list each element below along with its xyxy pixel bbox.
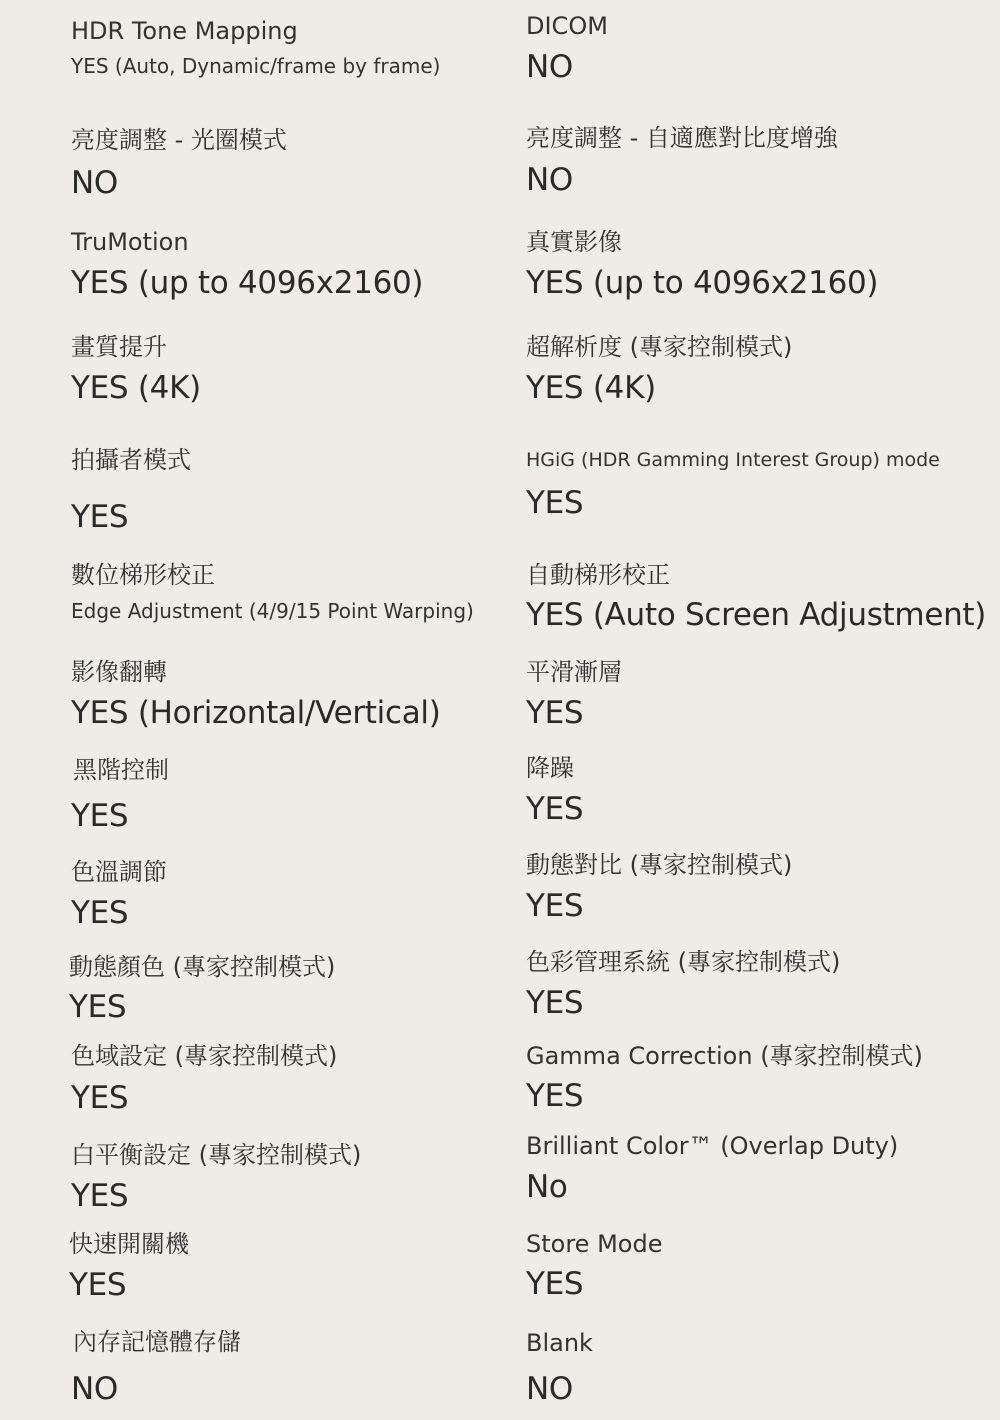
spec-label: 自動梯形校正: [526, 561, 670, 589]
spec-value: YES: [71, 1080, 129, 1116]
spec-label: 動態對比 (專家控制模式): [526, 851, 793, 879]
spec-value: NO: [526, 1371, 573, 1407]
spec-label: Brilliant Color™ (Overlap Duty): [526, 1132, 899, 1160]
spec-value: YES: [526, 791, 584, 827]
spec-label: 白平衡設定 (專家控制模式): [71, 1141, 362, 1169]
spec-label: 數位梯形校正: [71, 561, 215, 589]
spec-value: YES: [69, 989, 127, 1025]
spec-value: Edge Adjustment (4/9/15 Point Warping): [71, 599, 474, 623]
spec-label: 色彩管理系統 (專家控制模式): [526, 948, 841, 976]
spec-label: Store Mode: [526, 1230, 663, 1258]
spec-value: YES: [71, 895, 129, 931]
spec-value: NO: [526, 162, 573, 198]
spec-value: No: [526, 1169, 568, 1205]
spec-label: 真實影像: [526, 228, 622, 256]
spec-label: 拍攝者模式: [71, 446, 191, 474]
spec-label: 降躁: [526, 754, 574, 782]
spec-value: YES: [71, 798, 129, 834]
spec-label: Gamma Correction (專家控制模式): [526, 1042, 923, 1070]
spec-value: YES: [526, 888, 584, 924]
spec-label: 平滑漸層: [526, 658, 622, 686]
spec-value: YES (up to 4096x2160): [526, 265, 879, 301]
spec-label: 色溫調節: [71, 858, 167, 886]
spec-label: DICOM: [526, 12, 608, 40]
spec-label: 快速開關機: [69, 1230, 189, 1258]
spec-value: YES (Auto Screen Adjustment): [526, 597, 987, 633]
spec-value: YES: [526, 695, 584, 731]
spec-label: 動態顏色 (專家控制模式): [69, 953, 336, 981]
spec-value: YES (4K): [526, 370, 656, 406]
spec-value: YES: [71, 1178, 129, 1214]
spec-label: 亮度調整 - 光圈模式: [71, 126, 287, 154]
spec-value: NO: [71, 1371, 118, 1407]
spec-value: YES: [526, 485, 584, 521]
spec-label: Blank: [526, 1329, 593, 1357]
spec-value: YES: [69, 1267, 127, 1303]
spec-value: YES: [71, 499, 129, 535]
spec-value: YES (4K): [71, 370, 201, 406]
spec-value: YES: [526, 1078, 584, 1114]
spec-label: 畫質提升: [71, 333, 167, 361]
spec-value: YES (Auto, Dynamic/frame by frame): [71, 54, 441, 78]
spec-label: TruMotion: [71, 228, 189, 256]
spec-value: YES (Horizontal/Vertical): [71, 695, 441, 731]
spec-value: YES: [526, 1266, 584, 1302]
spec-label: HGiG (HDR Gamming Interest Group) mode: [526, 449, 940, 471]
spec-label: HDR Tone Mapping: [71, 17, 298, 45]
spec-label: 影像翻轉: [71, 658, 167, 686]
spec-label: 色域設定 (專家控制模式): [71, 1042, 338, 1070]
spec-label: 黑階控制: [73, 756, 169, 784]
spec-value: YES (up to 4096x2160): [71, 265, 424, 301]
spec-label: 超解析度 (專家控制模式): [526, 333, 793, 361]
spec-value: YES: [526, 985, 584, 1021]
spec-label: 內存記憶體存儲: [73, 1328, 241, 1356]
spec-value: NO: [71, 165, 118, 201]
spec-value: NO: [526, 49, 573, 85]
spec-label: 亮度調整 - 自適應對比度增強: [526, 124, 838, 152]
